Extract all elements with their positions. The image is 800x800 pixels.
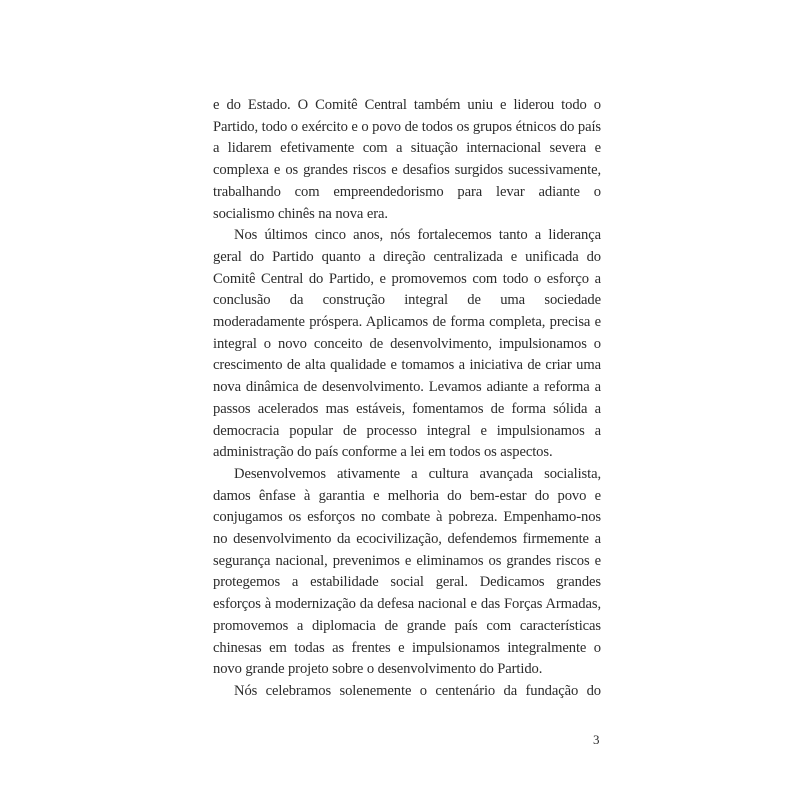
paragraph: Nós celebramos solenemente o centenário da fundação do (234, 682, 601, 699)
paragraph-continuation: e do Estado. O Comitê Central também uniu e liderou todo o Partido, todo o exército e o povo de todos os grupos étnicos do país a lidarem efetivamente com a situação internacional severa e complexa e os grandes riscos e desafios surgidos sucessivamente, trabalhando com empreendedorismo para levar adiante o socialismo chinês na nova era. (213, 97, 601, 222)
paragraph: Nos últimos cinco anos, nós fortalecemos tanto a liderança geral do Partido quanto a direção centralizada e unificada do Comitê Central do Partido, e promovemos com todo o esforço a conclusão da construção integral de uma sociedade moderadamente próspera. Aplicamos de forma completa, precisa e integral o novo conceito de desenvolvimento, impulsionamos o crescimento de alta qualidade e tomamos a iniciativa de criar uma nova dinâmica de desenvolvimento. Levamos adiante a reforma a passos acelerados mas estáveis, fomentamos de forma sólida a democracia popular de processo integral e impulsionamos a administração do país conforme a lei em todos os aspectos. (213, 227, 601, 461)
body-text (213, 95, 601, 703)
page-number: 3 (593, 732, 600, 747)
paragraph: Desenvolvemos ativamente a cultura avançada socialista, damos ênfase à garantia e melhoria do bem-estar do povo e conjugamos os esforços no combate à pobreza. Empenhamo-nos no desenvolvimento da ecocivilização, defendemos firmemente a segurança nacional, prevenimos e eliminamos os grandes riscos e protegemos a estabilidade social geral. Dedicamos grandes esforços à modernização da defesa nacional e das Forças Armadas, promovemos a diplomacia de grande país com características chinesas em todas as frentes e impulsionamos integralmente o novo grande projeto sobre o desenvolvimento do Partido. (213, 465, 601, 678)
